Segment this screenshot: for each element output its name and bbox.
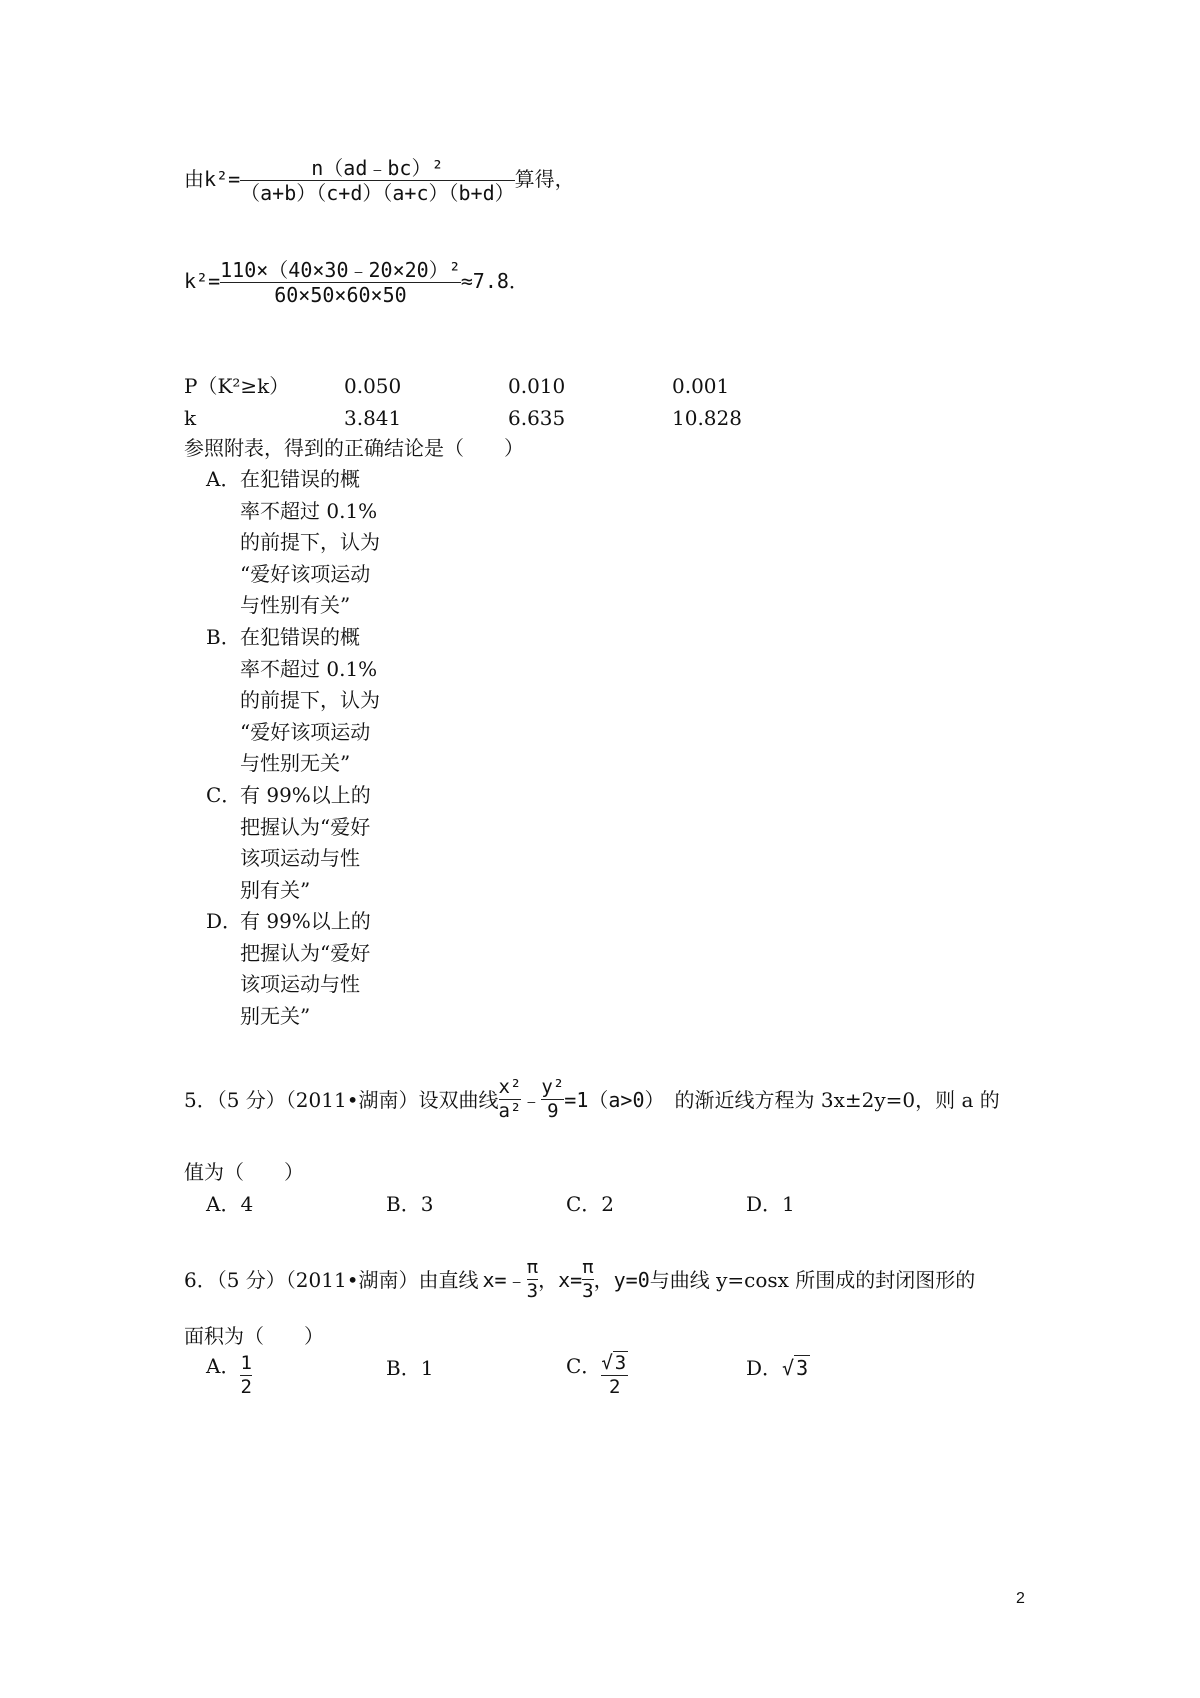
radicand: 3 xyxy=(614,1352,627,1374)
table-cell: 0.050 xyxy=(344,374,402,398)
question4-option-a xyxy=(206,464,380,622)
fraction-numerator xyxy=(601,1354,628,1373)
question5-minus: ﹣ xyxy=(521,1087,542,1112)
question5-suffix: 的渐近线方程为 3x±2y=0，则 a 的 xyxy=(674,1087,1000,1112)
table-cell: 0.010 xyxy=(508,374,566,398)
option-line: 把握认为“爱好 xyxy=(240,940,371,965)
formula2-result: ≈7.8． xyxy=(460,269,529,293)
fraction-numerator: 1 xyxy=(240,1352,252,1374)
table-cell: k xyxy=(184,406,197,430)
page-number: 2 xyxy=(1016,1590,1025,1607)
table-cell: P（K²≥k） xyxy=(184,374,290,398)
option-line: 有 99%以上的 xyxy=(240,909,371,933)
fraction-denominator: 3 xyxy=(582,1280,594,1302)
formula1-lhs: k²= xyxy=(204,167,241,191)
question5-equation-tail: =1（a>0） xyxy=(564,1087,665,1112)
question6-prefix: 6．（5 分）（2011•湖南）由直线 xyxy=(184,1267,479,1292)
formula2-fraction xyxy=(220,260,461,305)
option-line: 在犯错误的概 xyxy=(240,625,360,649)
fraction-denominator: 2 xyxy=(609,1376,621,1398)
table-cell: 10.828 xyxy=(672,406,742,430)
formula1-suffix: 算得， xyxy=(514,167,575,191)
question6-option-b: B．1 xyxy=(386,1356,434,1380)
question6-stem xyxy=(184,1258,975,1301)
table-cell: 3.841 xyxy=(344,406,402,430)
option-label: C． xyxy=(566,1354,602,1378)
option-c-fraction xyxy=(601,1354,628,1397)
option-line: 把握认为“爱好 xyxy=(240,814,371,839)
option-line: 与性别有关” xyxy=(240,593,351,617)
question5-option: B．3 xyxy=(386,1192,434,1216)
question6-x1: x=﹣ xyxy=(482,1267,527,1292)
question5-option: A．4 xyxy=(206,1192,254,1216)
option-line: 的前提下，认为 xyxy=(240,688,380,712)
question6-fraction-pi3 xyxy=(582,1258,593,1301)
question6-sep: ， xyxy=(538,1267,559,1292)
fraction-denominator: a² xyxy=(498,1100,522,1122)
question6-fraction-pi3-neg xyxy=(527,1258,538,1301)
formula-chi-square-value xyxy=(184,260,529,305)
option-label: C． xyxy=(206,783,242,807)
option-line: 与性别无关” xyxy=(240,751,351,775)
question6-line2: 面积为（ ） xyxy=(184,1324,324,1348)
option-line: 有 99%以上的 xyxy=(240,783,371,807)
option-line: 该项运动与性 xyxy=(240,972,360,996)
question5-stem xyxy=(184,1078,1000,1121)
table-cell: 6.635 xyxy=(508,406,566,430)
fraction-denominator: 9 xyxy=(547,1100,559,1122)
fraction-numerator: π xyxy=(526,1256,539,1278)
formula1-denominator: （a+b）（c+d）（a+c）（b+d） xyxy=(240,181,515,205)
formula1-prefix: 由 xyxy=(184,167,204,191)
option-line: 率不超过 0.1% xyxy=(240,656,378,681)
fraction-numerator: π xyxy=(582,1256,594,1278)
option-line: “爱好该项运动 xyxy=(240,561,371,586)
sqrt-icon: √ xyxy=(782,1356,795,1380)
question6-option-c xyxy=(566,1354,628,1397)
question4-option-c xyxy=(206,780,371,906)
formula2-lhs: k²= xyxy=(184,269,221,293)
question6-suffix: 与曲线 y=cosx 所围成的封闭图形的 xyxy=(649,1267,976,1292)
radicand: 3 xyxy=(796,1356,809,1380)
option-line: 该项运动与性 xyxy=(240,846,360,870)
option-a-fraction xyxy=(240,1354,251,1397)
question5-option: C．2 xyxy=(566,1192,615,1216)
sqrt-icon: √ xyxy=(601,1352,613,1374)
question6-option-a xyxy=(206,1354,252,1397)
question5-fraction-y xyxy=(541,1078,564,1121)
question5-fraction-x xyxy=(499,1078,522,1121)
table-cell: 0.001 xyxy=(672,374,730,398)
option-line: 的前提下，认为 xyxy=(240,530,380,554)
formula2-denominator: 60×50×60×50 xyxy=(274,283,407,307)
formula-chi-square-general xyxy=(184,158,575,203)
formula1-fraction xyxy=(240,158,515,203)
question4-option-d xyxy=(206,906,371,1032)
formula2-numerator: 110×（40×30﹣20×20）² xyxy=(220,258,461,282)
option-label: A． xyxy=(206,467,241,491)
question4-stem: 参照附表，得到的正确结论是（ ） xyxy=(184,436,524,460)
formula1-numerator: n（ad﹣bc）² xyxy=(311,156,444,180)
option-label: A． xyxy=(206,1354,241,1378)
question5-line2: 值为（ ） xyxy=(184,1160,304,1184)
option-line: 别有关” xyxy=(240,877,311,902)
option-label: B． xyxy=(206,625,241,649)
option-label: D． xyxy=(746,1356,783,1380)
question5-prefix: 5．（5 分）（2011•湖南）设双曲线 xyxy=(184,1087,499,1112)
fraction-numerator: y² xyxy=(541,1076,565,1098)
question6-y0: ，y=0 xyxy=(593,1267,650,1292)
option-label: D． xyxy=(206,909,243,933)
fraction-denominator: 2 xyxy=(240,1376,252,1398)
option-line: “爱好该项运动 xyxy=(240,719,371,744)
option-line: 率不超过 0.1% xyxy=(240,498,378,523)
option-line: 别无关” xyxy=(240,1003,311,1028)
question5-option: D．1 xyxy=(746,1192,795,1216)
question4-option-b xyxy=(206,622,380,780)
fraction-denominator: 3 xyxy=(526,1280,539,1302)
option-line: 在犯错误的概 xyxy=(240,467,360,491)
question6-x2: x= xyxy=(558,1267,583,1292)
question6-option-d xyxy=(746,1356,810,1380)
fraction-numerator: x² xyxy=(498,1076,522,1098)
